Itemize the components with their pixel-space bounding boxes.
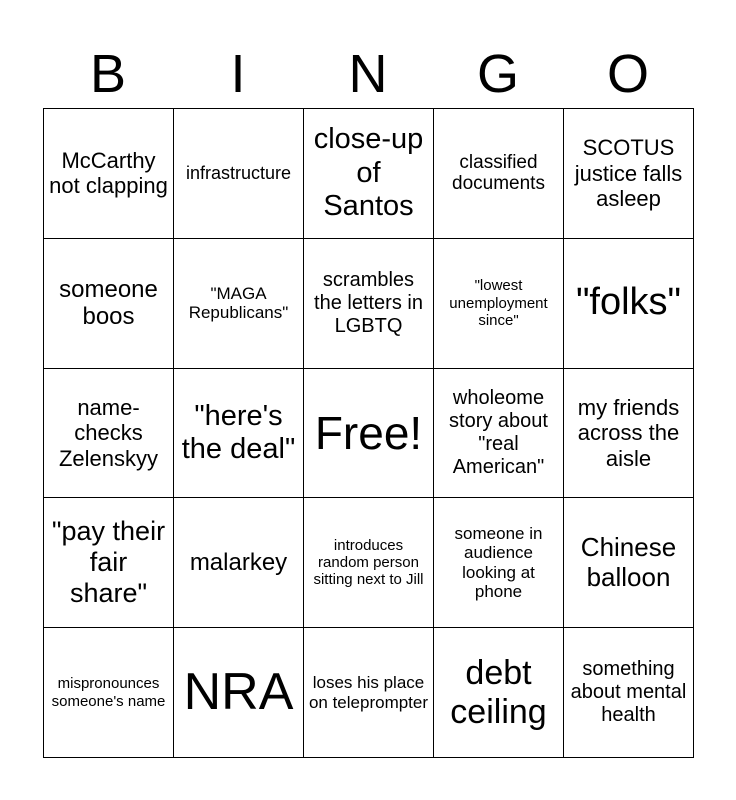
bingo-cell[interactable]: "pay their fair share" — [44, 498, 174, 628]
bingo-cell[interactable]: "here's the deal" — [174, 368, 304, 498]
bingo-cell[interactable]: NRA — [174, 628, 304, 758]
bingo-cell[interactable]: my friends across the aisle — [564, 368, 694, 498]
bingo-cell[interactable]: scrambles the letters in LGBTQ — [304, 238, 434, 368]
bingo-cell[interactable]: name-checks Zelenskyy — [44, 368, 174, 498]
bingo-cell[interactable]: debt ceiling — [434, 628, 564, 758]
bingo-cell[interactable]: McCarthy not clapping — [44, 109, 174, 239]
bingo-row — [44, 368, 694, 498]
bingo-cell[interactable]: infrastructure — [174, 109, 304, 239]
bingo-header — [43, 40, 693, 108]
bingo-row — [44, 498, 694, 628]
bingo-cell[interactable]: classified documents — [434, 109, 564, 239]
bingo-cell[interactable]: Chinese balloon — [564, 498, 694, 628]
bingo-cell[interactable]: "lowest unemployment since" — [434, 238, 564, 368]
bingo-row — [44, 238, 694, 368]
bingo-cell[interactable]: something about mental health — [564, 628, 694, 758]
bingo-row — [44, 628, 694, 758]
header-letter-g: G — [476, 44, 519, 104]
header-letter-n: N — [348, 44, 388, 104]
bingo-cell[interactable]: "MAGA Republicans" — [174, 238, 304, 368]
bingo-cell[interactable]: loses his place on teleprompter — [304, 628, 434, 758]
bingo-cell[interactable]: SCOTUS justice falls asleep — [564, 109, 694, 239]
bingo-cell[interactable]: introduces random person sitting next to Jill — [304, 498, 434, 628]
header-letter-o: O — [606, 44, 649, 104]
bingo-cell[interactable]: malarkey — [174, 498, 304, 628]
header-letter-b: B — [89, 44, 127, 104]
bingo-cell[interactable]: close-up of Santos — [304, 109, 434, 239]
bingo-cell[interactable]: someone boos — [44, 238, 174, 368]
bingo-cell[interactable]: mispronounces someone's name — [44, 628, 174, 758]
header-letter-i: I — [230, 44, 246, 104]
bingo-cell[interactable]: someone in audience looking at phone — [434, 498, 564, 628]
bingo-cell[interactable]: "folks" — [564, 238, 694, 368]
bingo-cell[interactable]: wholeome story about "real American" — [434, 368, 564, 498]
free-space-cell[interactable]: Free! — [304, 368, 434, 498]
bingo-row — [44, 109, 694, 239]
bingo-card — [43, 108, 694, 758]
